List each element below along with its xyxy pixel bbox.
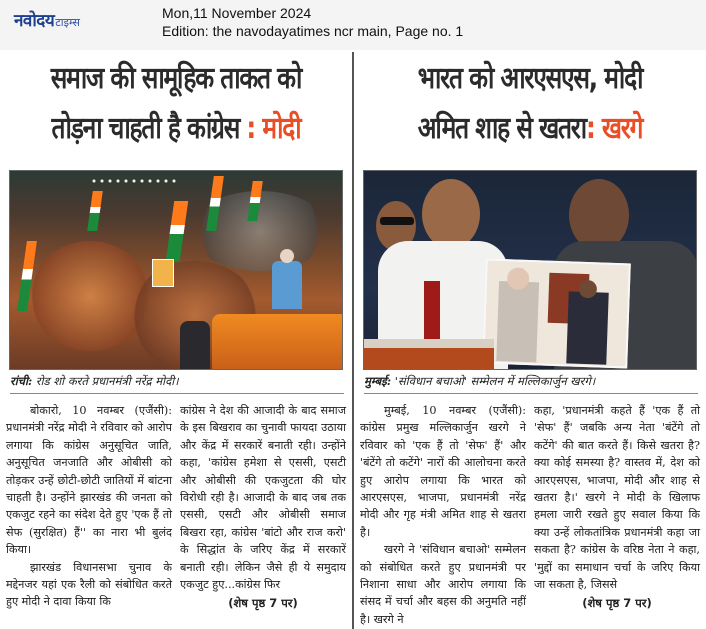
constitution-book (424, 281, 440, 341)
photo-caption (10, 372, 344, 394)
continued-link[interactable]: (शेष पृष्ठ 7 पर) (228, 596, 298, 611)
caption-place: रांची: (10, 374, 33, 388)
headline-speaker: मोदी (262, 111, 301, 146)
column-divider (352, 52, 354, 629)
sunglasses (380, 217, 414, 225)
story-body (6, 402, 346, 613)
headline-line-2: अमित शाह से खतरा: खरगे (417, 111, 643, 146)
newspaper-logo[interactable] (14, 9, 80, 31)
held-photograph (482, 259, 631, 369)
man-face (422, 179, 480, 249)
edition-meta (162, 4, 463, 40)
paragraph: कहा, 'प्रधानमंत्री कहते हैं 'एक हैं तो 'सेफ' हैं' जबकि अन्य नेता 'बंटेंगे तो कटेंगे' की बात करते हैं। किसे खतरा है? क्या कोई समस्या है? वास्तव में, देश को आरएसएस, भाजपा, मोदी और शाह से खतरा है।' खरगे ने मोदी के खिलाफ हमला जारी रखते हुए सवाल किया कि क्या उन्हें लोकतांत्रिक प्रधानमंत्री कहा जा सकता है? कांग्रेस के वरिष्ठ नेता ने कहा, 'मुद्दों का समाधान चर्चा के जरिए किया जा सकता है, जिससे (534, 404, 700, 592)
caption-text: 'संविधान बचाओ' सम्मेलन में मल्लिकार्जुन खरगे। (391, 374, 596, 388)
story-modi (6, 50, 346, 611)
photo-scene (10, 171, 342, 369)
story-kharge (360, 50, 700, 626)
caption-text: रोड शो करते प्रधानमंत्री नरेंद्र मोदी। (32, 374, 179, 388)
paragraph: बोकारो, 10 नवम्बर (एजैंसी): प्रधानमंत्री नरेंद्र मोदी ने रविवार को आरोप लगाया कि कांग्रेस अनुसूचित जाति, अनुसूचित जनजाति और ओबीसी को तोड़कर उन्हें छोटी-छोटी जातियों में बांटना चाहती है। उन्होंने झारखंड की जनता को एकजुट रहने का संदेश देते हुए 'एक हैं तो सेफ (सुरक्षित) हैं'' का नारा भी बुलंद किया। (6, 404, 172, 557)
modi-figure (272, 261, 302, 309)
issue-date: Mon,11 November 2024 (162, 5, 312, 21)
body-column-2 (534, 402, 700, 628)
body-column-2 (180, 402, 346, 613)
paragraph: झारखंड विधानसभा चुनाव के मद्देनजर यहां एक रैली को संबोधित करते हुए मोदी ने दावा किया कि (6, 560, 172, 609)
body-column-1 (6, 402, 172, 613)
caption-place: मुम्बई: (364, 374, 392, 388)
headline-speaker: खरगे (601, 111, 643, 146)
continued-link[interactable]: (शेष पृष्ठ 7 पर) (582, 596, 652, 611)
podium (364, 339, 494, 369)
photo-scene (364, 171, 696, 369)
string-lights (90, 177, 180, 187)
paragraph: मुम्बई, 10 नवम्बर (एजैंसी): कांग्रेस प्रमुख मल्लिकार्जुन खरगे ने रविवार को 'एक हैं तो 'सेफ' हैं' और 'बंटेंगे तो कटेंगे' नारों की आलोचना करते हुए आरोप लगाया कि भारत को आरएसएस, भाजपा, प्रधानमंत्री नरेंद्र मोदी और गृह मंत्री अमित शाह से खतरा है। (360, 404, 526, 539)
edition-info: Edition: the navodayatimes ncr main, Page no. 1 (162, 23, 464, 39)
paragraph: कांग्रेस ने देश की आजादी के बाद समाज के इस बिखराव का चुनावी फायदा उठाया और केंद्र में सरकारें बनाती रही। उन्होंने कहा, 'कांग्रेस हमेशा से एससी, एसटी और ओबीसी की एकजुटता की घोर विरोधी रही है। आजादी के बाद जब तक एससी, एसटी और ओबीसी समाज बिखरा रहा, कांग्रेस 'बांटो और राज करो' के सिद्धांत के जरिए केंद्र में सरकारें बनाती रही। लेकिन जैसे ही ये समुदाय एकजुट हुए...कांग्रेस फिर (180, 404, 346, 592)
body-column-1 (360, 402, 526, 628)
story-headline[interactable] (37, 50, 316, 164)
logo-sub-text: टाइम्स (55, 16, 80, 29)
logo-main-text: नवोदय (14, 11, 55, 31)
rally-photo[interactable] (9, 170, 343, 370)
paragraph: खरगे ने 'संविधान बचाओ' सम्मेलन को संबोधित करते हुए प्रधानमंत्री पर निशाना साधा और आरोप लगाया कि संसद में चर्चा और बहस की अनुमति नहीं है। खरगे ने (360, 543, 526, 626)
headline-line-1: भारत को आरएसएस, मोदी (417, 61, 643, 96)
kharge-photo[interactable] (363, 170, 697, 370)
masthead-bar (0, 0, 706, 50)
roadshow-vehicle (212, 314, 342, 369)
headline-line-2: तोड़ना चाहती है कांग्रेस : मोदी (51, 111, 301, 146)
headline-line-1: समाज की सामूहिक ताकत को (50, 61, 302, 96)
story-body (360, 402, 700, 628)
story-headline[interactable] (391, 50, 670, 164)
photo-caption (364, 372, 698, 394)
poster (152, 259, 174, 287)
